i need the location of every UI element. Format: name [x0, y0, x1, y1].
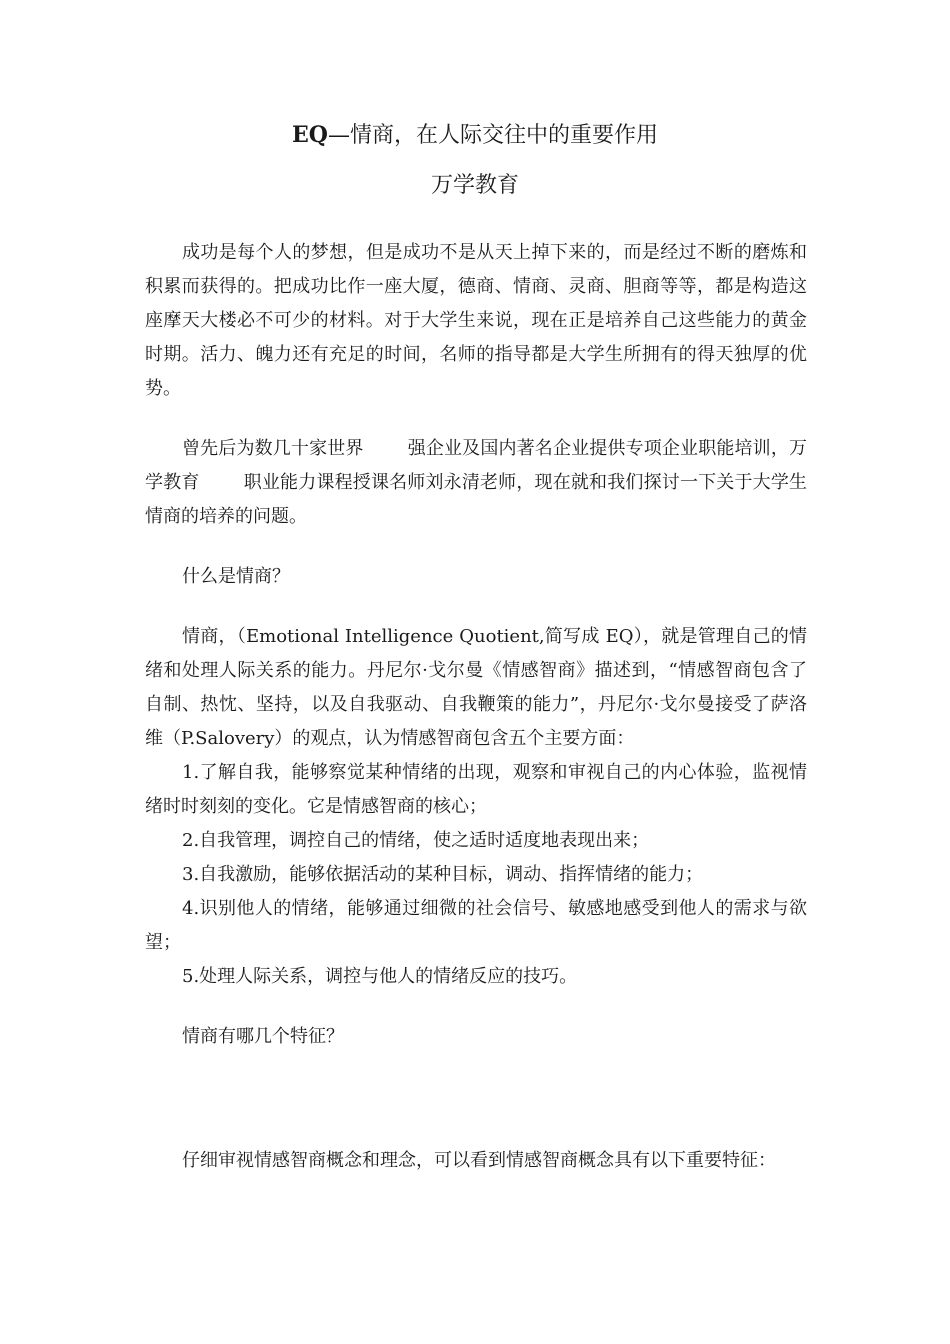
list-item: 1.了解自我，能够察觉某种情绪的出现，观察和审视自己的内心体验，监视情绪时时刻刻的变化。它是情感智商的核心；	[145, 762, 807, 817]
question-what-is-eq: 什么是情商？	[182, 566, 290, 587]
list-item: 5.处理人际关系，调控与他人的情绪反应的技巧。	[182, 966, 578, 987]
features-intro-paragraph: 仔细审视情感智商概念和理念，可以看到情感智商概念具有以下重要特征：	[182, 1150, 776, 1171]
title-prefix: EQ	[292, 122, 328, 148]
list-item: 4.识别他人的情绪，能够通过细微的社会信号、敏感地感受到他人的需求与欲望；	[145, 898, 807, 953]
document-title	[0, 120, 950, 151]
document-body	[145, 236, 807, 1178]
eq-definition-paragraph: 情商，（Emotional Intelligence Quotient,简写成 EQ），就是管理自己的情绪和处理人际关系的能力。丹尼尔·戈尔曼《情感智商》描述到，“情感智商包含了自制、热忱、坚持，以及自我驱动、自我鞭策的能力”，丹尼尔·戈尔曼接受了萨洛维（P.Salovery）的观点，认为情感智商包含五个主要方面：	[145, 626, 807, 749]
teacher-paragraph-part-b: 强企业及国内著名企业提供专项企业职能培训，万学教育	[145, 438, 807, 493]
teacher-paragraph-part-a: 曾先后为数几十家世界	[182, 438, 364, 459]
eq-aspects-list	[145, 756, 807, 994]
title-rest: —情商，在人际交往中的重要作用	[327, 123, 658, 148]
document-subtitle: 万学教育	[430, 173, 519, 198]
question-eq-features: 情商有哪几个特征？	[182, 1026, 344, 1047]
list-item: 2.自我管理，调控自己的情绪，使之适时适度地表现出来；	[182, 830, 650, 851]
list-item: 3.自我激励，能够依据活动的某种目标，调动、指挥情绪的能力；	[182, 864, 704, 885]
teacher-paragraph	[145, 432, 807, 534]
intro-paragraph: 成功是每个人的梦想，但是成功不是从天上掉下来的，而是经过不断的磨炼和积累而获得的。把成功比作一座大厦，德商、情商、灵商、胆商等等，都是构造这座摩天大楼必不可少的材料。对于大学生来说，现在正是培养自己这些能力的黄金时期。活力、魄力还有充足的时间，名师的指导都是大学生所拥有的得天独厚的优势。	[145, 242, 807, 399]
teacher-paragraph-part-c: 职业能力课程授课名师刘永清老师，现在就和我们探讨一下关于大学生情商的培养的问题。	[145, 472, 807, 527]
